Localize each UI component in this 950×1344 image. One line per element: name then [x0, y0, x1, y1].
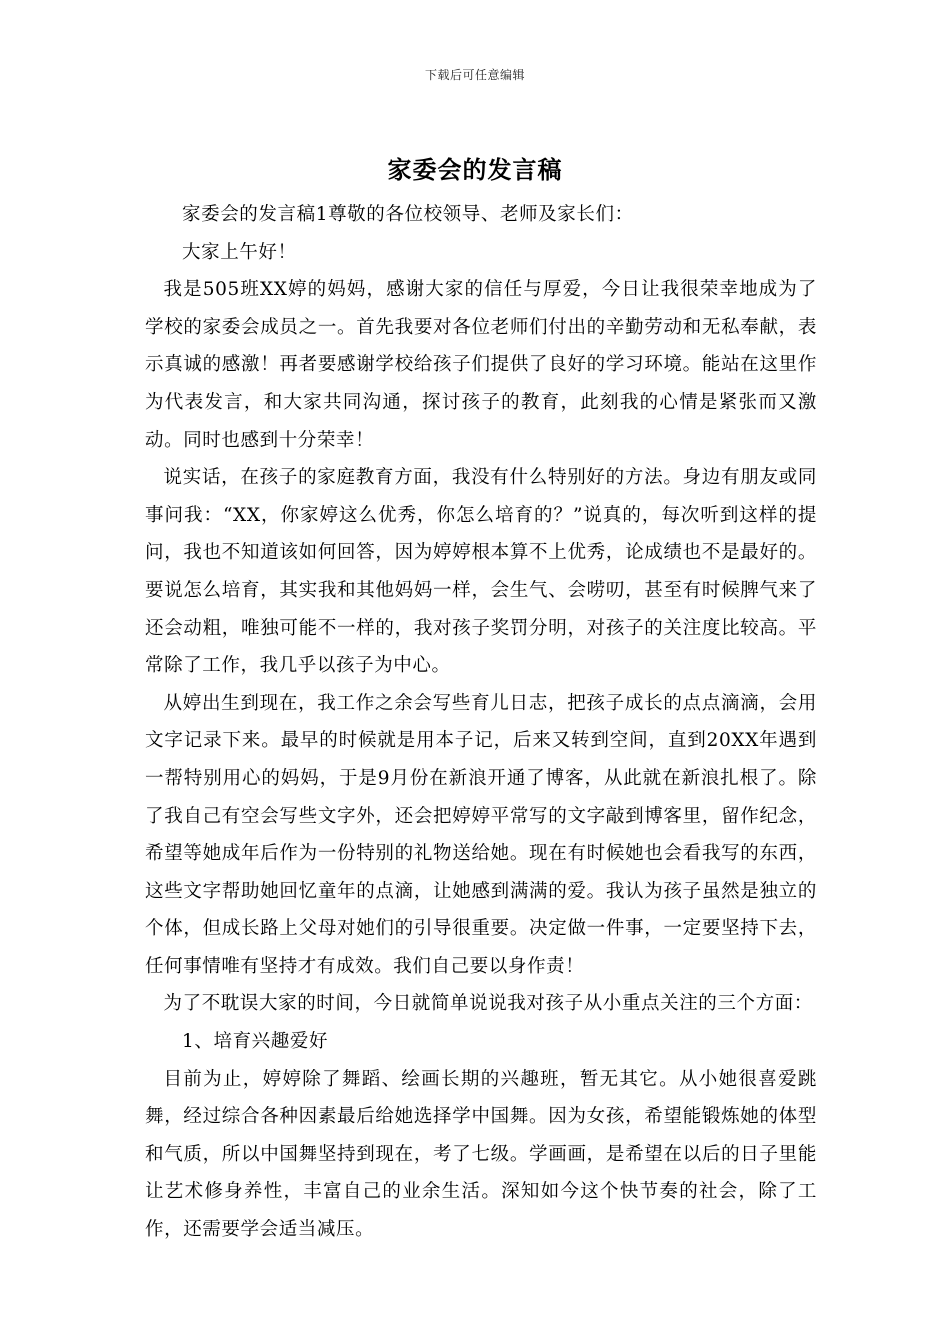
paragraph-parenting-approach: 说实话，在孩子的家庭教育方面，我没有什么特别好的方法。身边有朋友或同事问我：“XX，你家婷这么优秀，你怎么培育的？”说真的，每次听到这样的提问，我也不知道该如何回答，因为婷婷根本算不上优秀，论成绩也不是最好的。要说怎么培育，其实我和其他妈妈一样，会生气、会唠叨，甚至有时候脾气来了还会动粗，唯独可能不一样的，我对孩子奖罚分明，对孩子的关注度比较高。平常除了工作，我几乎以孩子为中心。	[145, 467, 817, 677]
paragraph-three-aspects: 为了不耽误大家的时间，今日就简单说说我对孩子从小重点关注的三个方面：	[163, 993, 813, 1015]
paragraph-parenting-blog: 从婷出生到现在，我工作之余会写些育儿日志，把孩子成长的点点滴滴，会用文字记录下来。最早的时候就是用本子记，后来又转到空间，直到20XX年遇到一帮特别用心的妈妈，于是9月份在新浪开通了博客，从此就在新浪扎根了。除了我自己有空会写些文字外，还会把婷婷平常写的文字敲到博客里，留作纪念，希望等她成年后作为一份特别的礼物送给她。现在有时候她也会看我写的东西，这些文字帮助她回忆童年的点滴，让她感到满满的爱。我认为孩子虽然是独立的个体，但成长路上父母对她们的引导很重要。决定做一件事，一定要坚持下去，任何事情唯有坚持才有成效。我们自己要以身作责！	[145, 692, 817, 977]
section-heading-interests: 1、培育兴趣爱好	[182, 1031, 329, 1053]
document-title: 家委会的发言稿	[387, 155, 563, 184]
paragraph-greeting: 大家上午好！	[182, 241, 297, 263]
paragraph-salutation: 家委会的发言稿1尊敬的各位校领导、老师及家长们：	[182, 204, 634, 225]
paragraph-introduction: 我是505班XX婷的妈妈，感谢大家的信任与厚爱，今日让我很荣幸地成为了学校的家委会成员之一。首先我要对各位老师们付出的辛勤劳动和无私奉献，表示真诚的感激！再者要感谢学校给孩子们提供了良好的学习环境。能站在这里作为代表发言，和大家共同沟通，探讨孩子的教育，此刻我的心情是紧张而又激动。同时也感到十分荣幸！	[145, 279, 817, 451]
header-note: 下载后可任意编辑	[424, 68, 525, 82]
paragraph-interests: 目前为止，婷婷除了舞蹈、绘画长期的兴趣班，暂无其它。从小她很喜爱跳舞，经过综合各种因素最后给她选择学中国舞。因为女孩，希望能锻炼她的体型和气质，所以中国舞坚持到现在，考了七级。学画画，是希望在以后的日子里能让艺术修身养性，丰富自己的业余生活。深知如今这个快节奏的社会，除了工作，还需要学会适当减压。	[145, 1068, 817, 1241]
document-body	[145, 196, 817, 1249]
